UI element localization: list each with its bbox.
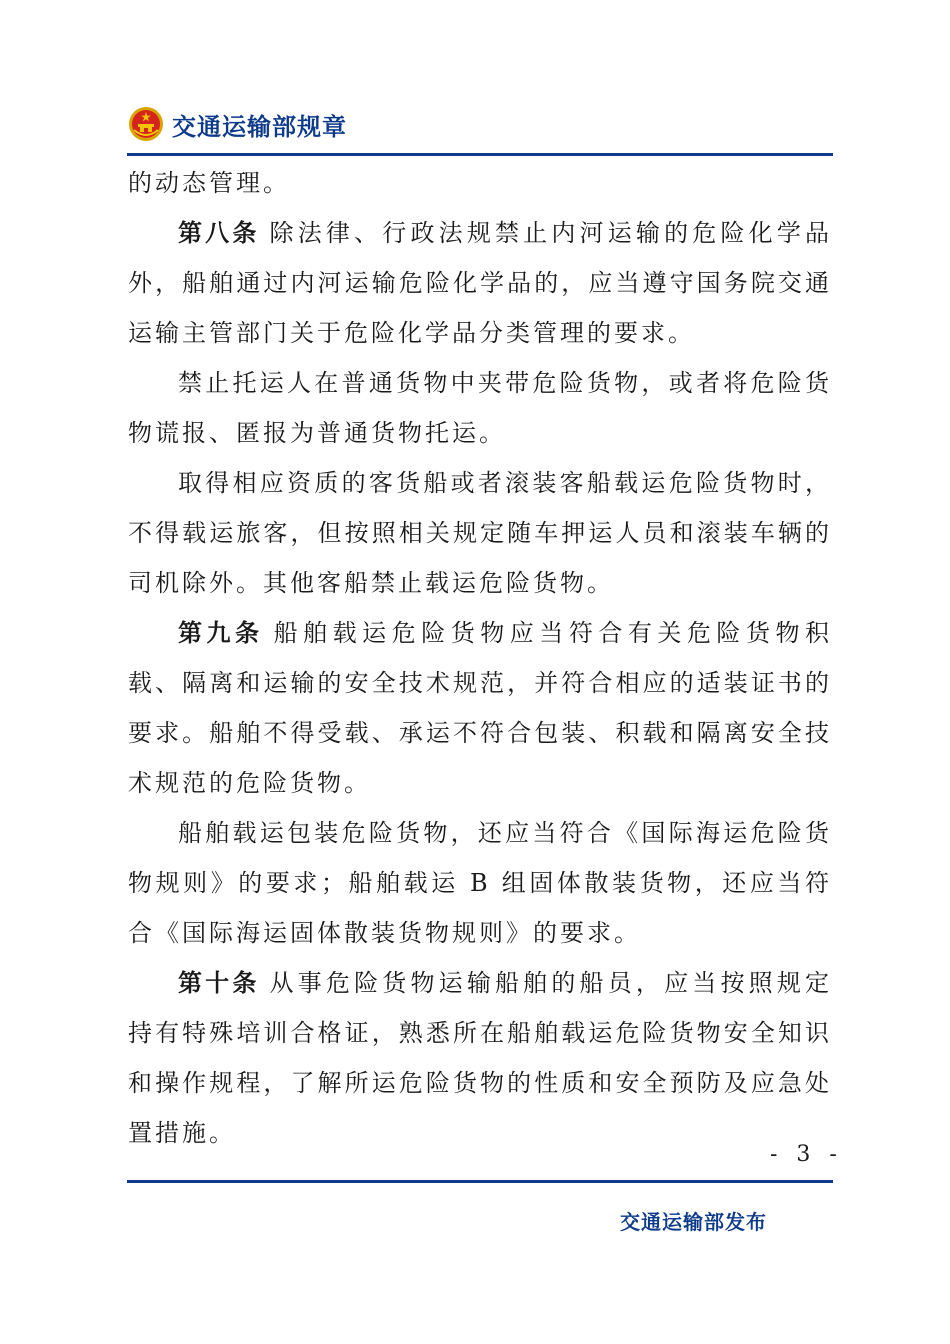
article-label: 第八条 (178, 219, 260, 247)
header-title: 交通运输部规章 (172, 112, 347, 141)
page-header (128, 100, 347, 148)
footer-publisher: 交通运输部发布 (620, 1210, 767, 1234)
article-label: 第十条 (178, 969, 260, 997)
paragraph-continuation: 的动态管理。 (128, 169, 290, 197)
article-8: 第八条 除法律、行政法规禁止内河运输的危险化学品外，船舶通过内河运输危险化学品的，应当遵守国务院交通运输主管部门关于危险化学品分类管理的要求。 (128, 219, 832, 347)
header-divider (127, 153, 833, 156)
article-label: 第九条 (178, 619, 264, 647)
paragraph: 船舶载运包装危险货物，还应当符合《国际海运危险货物规则》的要求；船舶载运 B 组固体散装货物，还应当符合《国际海运固体散装货物规则》的要求。 (128, 819, 832, 947)
national-emblem-icon (128, 106, 164, 142)
page-number: - 3 - (770, 1142, 843, 1167)
footer-divider (127, 1180, 833, 1183)
article-10: 第十条 从事危险货物运输船舶的船员，应当按照规定持有特殊培训合格证，熟悉所在船舶载运危险货物安全知识和操作规程，了解所运危险货物的性质和安全预防及应急处置措施。 (128, 969, 832, 1147)
document-body (128, 158, 832, 1158)
paragraph: 取得相应资质的客货船或者滚装客船载运危险货物时，不得载运旅客，但按照相关规定随车押运人员和滚装车辆的司机除外。其他客船禁止载运危险货物。 (128, 469, 832, 597)
paragraph: 禁止托运人在普通货物中夹带危险货物，或者将危险货物谎报、匿报为普通货物托运。 (128, 369, 832, 447)
article-9: 第九条 船舶载运危险货物应当符合有关危险货物积载、隔离和运输的安全技术规范，并符合相应的适装证书的要求。船舶不得受载、承运不符合包装、积载和隔离安全技术规范的危险货物。 (128, 619, 833, 797)
